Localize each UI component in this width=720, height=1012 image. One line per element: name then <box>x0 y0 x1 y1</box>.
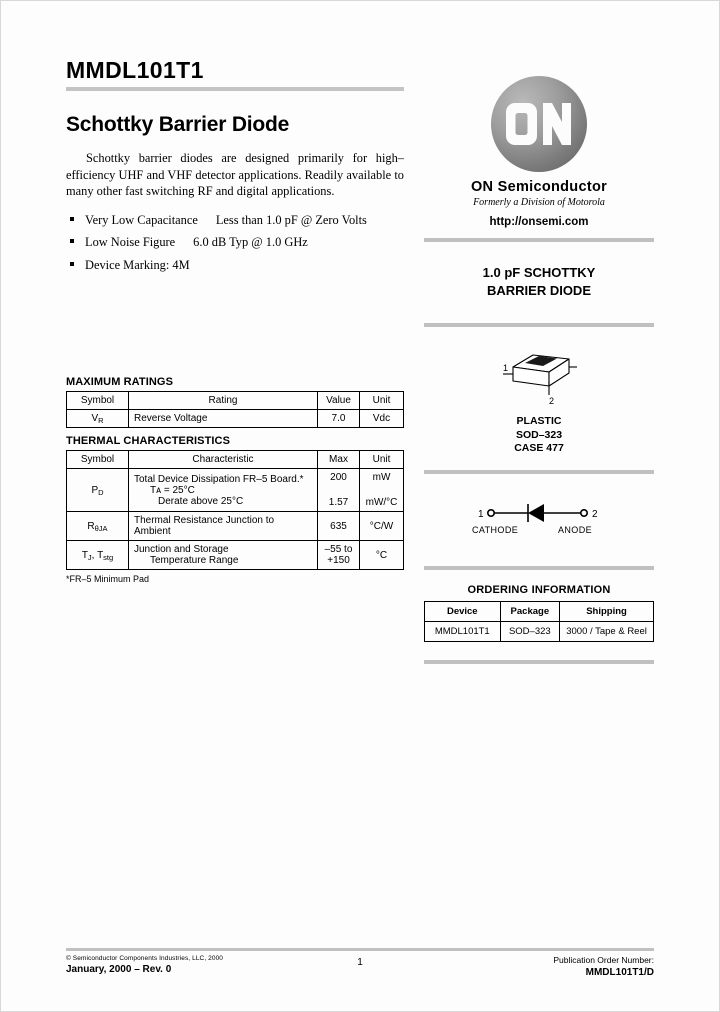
page-footer <box>66 948 654 983</box>
column-header-device: Device <box>425 602 501 622</box>
ordering-information-block <box>424 570 654 660</box>
schematic-pin-2-label: 2 <box>592 509 598 521</box>
bullet-icon <box>70 217 74 221</box>
thermal-characteristics-table <box>66 450 404 570</box>
copyright-text: © Semiconductor Components Industries, LLC, 2000 <box>66 955 224 962</box>
column-header-rating: Rating <box>129 392 318 410</box>
cell-unit: °C/W <box>360 512 404 541</box>
cell-value: 7.0 <box>318 410 360 428</box>
cell-characteristic <box>129 469 318 512</box>
feature-list <box>66 213 404 274</box>
section-divider <box>424 660 654 664</box>
ordering-information-table <box>424 601 654 642</box>
footer-right <box>553 955 654 978</box>
on-logo-lettering <box>491 76 587 172</box>
revision-date: January, 2000 – Rev. 0 <box>66 964 172 975</box>
package-pin-2-label: 2 <box>549 396 555 407</box>
bullet-icon <box>70 262 74 266</box>
cell-characteristic <box>129 541 318 570</box>
cell-device: MMDL101T1 <box>425 622 501 642</box>
symbol-base: T <box>81 549 88 561</box>
anode-label: ANODE <box>558 525 593 536</box>
feature-label: Very Low Capacitance <box>85 212 198 227</box>
symbol2-subscript: stg <box>103 552 114 562</box>
feature-value: Less than 1.0 pF @ Zero Volts <box>215 212 367 227</box>
cell-shipping: 3000 / Tape & Reel <box>560 622 654 642</box>
symbol-subscript: R <box>98 416 104 426</box>
cathode-label: CATHODE <box>472 525 519 536</box>
max-value-1b: +150 <box>327 555 350 567</box>
column-header-characteristic: Characteristic <box>129 451 318 469</box>
symbol-base: R <box>87 520 95 532</box>
max-value-2: 1.57 <box>328 497 349 509</box>
on-semiconductor-logo-icon <box>491 76 587 172</box>
cell-max <box>318 541 360 570</box>
page-number: 1 <box>357 957 363 968</box>
brand-logo <box>424 70 654 238</box>
symbol-subscript: D <box>98 487 104 497</box>
column-header-symbol: Symbol <box>67 392 129 410</box>
maximum-ratings-table <box>66 391 404 428</box>
title-divider <box>66 87 404 91</box>
unit-value-2: mW/°C <box>365 497 398 509</box>
feature-label: Low Noise Figure <box>85 235 176 250</box>
left-column <box>66 58 404 584</box>
cell-unit <box>360 469 404 512</box>
diode-schematic-icon <box>464 500 614 538</box>
cell-unit: °C <box>360 541 404 570</box>
publication-number: MMDL101T1/D <box>585 967 654 978</box>
schematic-pin-1-label: 1 <box>478 509 484 521</box>
column-header-unit: Unit <box>360 451 404 469</box>
table-header-row <box>425 602 654 622</box>
column-header-shipping: Shipping <box>560 602 654 622</box>
cell-unit: Vdc <box>360 410 404 428</box>
package-pin-1-label: 1 <box>503 363 509 374</box>
maximum-ratings-caption: MAXIMUM RATINGS <box>66 376 174 389</box>
table-row <box>67 410 404 428</box>
column-header-unit: Unit <box>360 392 404 410</box>
list-item <box>66 258 404 274</box>
cell-max: 635 <box>318 512 360 541</box>
table-header-row <box>67 392 404 410</box>
symbol2-base: T <box>97 549 104 561</box>
cell-symbol <box>67 512 129 541</box>
brand-url[interactable]: http://onsemi.com <box>489 216 589 228</box>
char-line-2: Temperature Range <box>150 555 239 567</box>
package-label <box>424 415 654 456</box>
table-row <box>67 469 404 512</box>
sod-323-package-icon <box>487 345 591 407</box>
cell-symbol <box>67 410 129 428</box>
footer-divider <box>66 948 654 951</box>
max-value-1: –55 to <box>324 544 353 556</box>
product-description: Schottky barrier diodes are designed primarily for high–efficiency UHF and VHF detector applications. Readily available to many other fast switching RF and digital applications. <box>66 151 404 199</box>
symbol-subscript: θJA <box>94 523 108 533</box>
char-line-1: Junction and Storage <box>134 544 229 556</box>
product-title: Schottky Barrier Diode <box>66 113 290 137</box>
cell-rating: Reverse Voltage <box>129 410 318 428</box>
ordering-information-title: ORDERING INFORMATION <box>467 584 611 597</box>
package-label-line-2: SOD–323 <box>515 428 563 441</box>
cell-max <box>318 469 360 512</box>
symbol-subscript: J <box>87 552 92 562</box>
package-drawing-block <box>424 327 654 470</box>
column-header-value: Value <box>318 392 360 410</box>
column-header-package: Package <box>500 602 560 622</box>
list-item <box>66 235 404 251</box>
brand-tagline: Formerly a Division of Motorola <box>473 197 605 208</box>
right-column <box>424 70 654 664</box>
cell-characteristic: Thermal Resistance Junction to Ambient <box>129 512 318 541</box>
column-header-symbol: Symbol <box>67 451 129 469</box>
package-art <box>424 345 654 407</box>
bullet-icon <box>70 239 74 243</box>
table-row <box>425 622 654 642</box>
table-header-row <box>67 451 404 469</box>
product-class-line-2: BARRIER DIODE <box>486 282 591 298</box>
char-line-3: Derate above 25°C <box>158 495 244 507</box>
cell-symbol: $T_J$, $T_{stg}$ <box>67 541 129 570</box>
diode-triangle <box>528 504 544 522</box>
table-row <box>67 512 404 541</box>
package-label-line-1: PLASTIC <box>516 415 562 428</box>
publication-label: Publication Order Number: <box>553 955 654 965</box>
table-footnote: *FR–5 Minimum Pad <box>66 574 150 585</box>
schematic-symbol-block <box>424 474 654 566</box>
feature-label: Device Marking: 4M <box>85 257 190 272</box>
thermal-characteristics-caption: THERMAL CHARACTERISTICS <box>66 435 231 448</box>
product-classification <box>424 242 654 323</box>
list-item <box>66 213 404 229</box>
page-title: MMDL101T1 <box>66 57 204 83</box>
table-row <box>67 541 404 570</box>
max-value-1: 200 <box>330 472 347 484</box>
package-label-line-3: CASE 477 <box>514 442 564 455</box>
product-class-line-1: 1.0 pF SCHOTTKY <box>482 265 596 280</box>
feature-value: 6.0 dB Typ @ 1.0 GHz <box>193 235 308 250</box>
column-header-max: Max <box>318 451 360 469</box>
char-line-1: Total Device Dissipation FR–5 Board.* <box>134 473 304 485</box>
cell-package: SOD–323 <box>500 622 560 642</box>
unit-value-1: mW <box>372 472 391 484</box>
cell-symbol <box>67 469 129 512</box>
brand-name: ON Semiconductor <box>470 179 608 195</box>
char-line-2: Tᴀ = 25°C <box>150 484 195 496</box>
symbol-base: P <box>91 484 99 496</box>
symbol-base: V <box>91 413 99 425</box>
